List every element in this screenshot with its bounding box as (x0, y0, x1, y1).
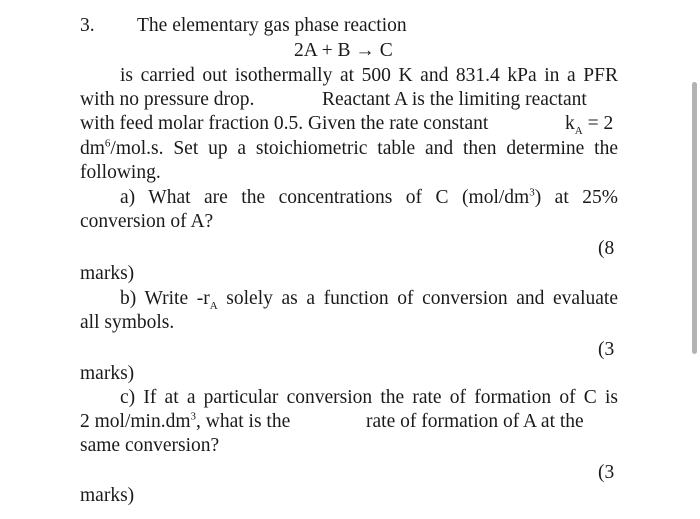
part-c-line-1: c) If at a particular conversion the rate of formation of C is (120, 387, 618, 408)
question-title: The elementary gas phase reaction (137, 15, 407, 36)
part-b-marks-close: marks) (80, 363, 135, 384)
part-c-marks-open: (3 (598, 462, 615, 483)
body-line-1: is carried out isothermally at 500 K and 831.4 kPa in a PFR (120, 65, 618, 86)
part-a-line-2: conversion of A? (80, 211, 214, 232)
part-a-line-1: a) What are the concentrations of C $(mol/dm^3)$ at 25% (120, 186, 618, 208)
body-line-3a: with feed molar fraction 0.5. Given the rate constant (80, 113, 489, 134)
question-number: 3. (80, 15, 95, 36)
part-a-marks-close: marks) (80, 263, 135, 284)
reaction-equation (294, 39, 393, 63)
reaction-product: C (379, 40, 393, 61)
vertical-scrollbar[interactable] (692, 82, 697, 354)
body-line-2a: with no pressure drop. (80, 89, 255, 110)
part-c-line-3: same conversion? (80, 435, 220, 456)
reaction-reactants: 2A + B (294, 40, 351, 61)
units-superscript: 6 (104, 137, 111, 150)
part-c-line-2c: rate of formation of A at the (366, 411, 584, 432)
part-c-line-2a: 2 mol/$\min.dm^3$, what is the (80, 410, 291, 432)
part-a-marks-open: (8 (598, 238, 615, 259)
rate-constant: $k_A = 2$ (565, 113, 614, 137)
body-line-5: following. (80, 162, 161, 183)
part-b-line-1: b) Write $-r_A$ solely as a function of conversion and evaluate (120, 288, 618, 312)
part-c-marks-close: marks) (80, 485, 135, 506)
rate-constant-subscript: A (574, 124, 583, 137)
part-b-line-2: all symbols. (80, 312, 175, 333)
body-line-4: $dm^6/mol.s$. Set up a stoichiometric table and then determine the (80, 137, 618, 159)
body-line-2b: Reactant A is the limiting reactant (322, 89, 587, 110)
part-b-marks-open: (3 (598, 339, 615, 360)
reaction-arrow: → (355, 40, 375, 61)
